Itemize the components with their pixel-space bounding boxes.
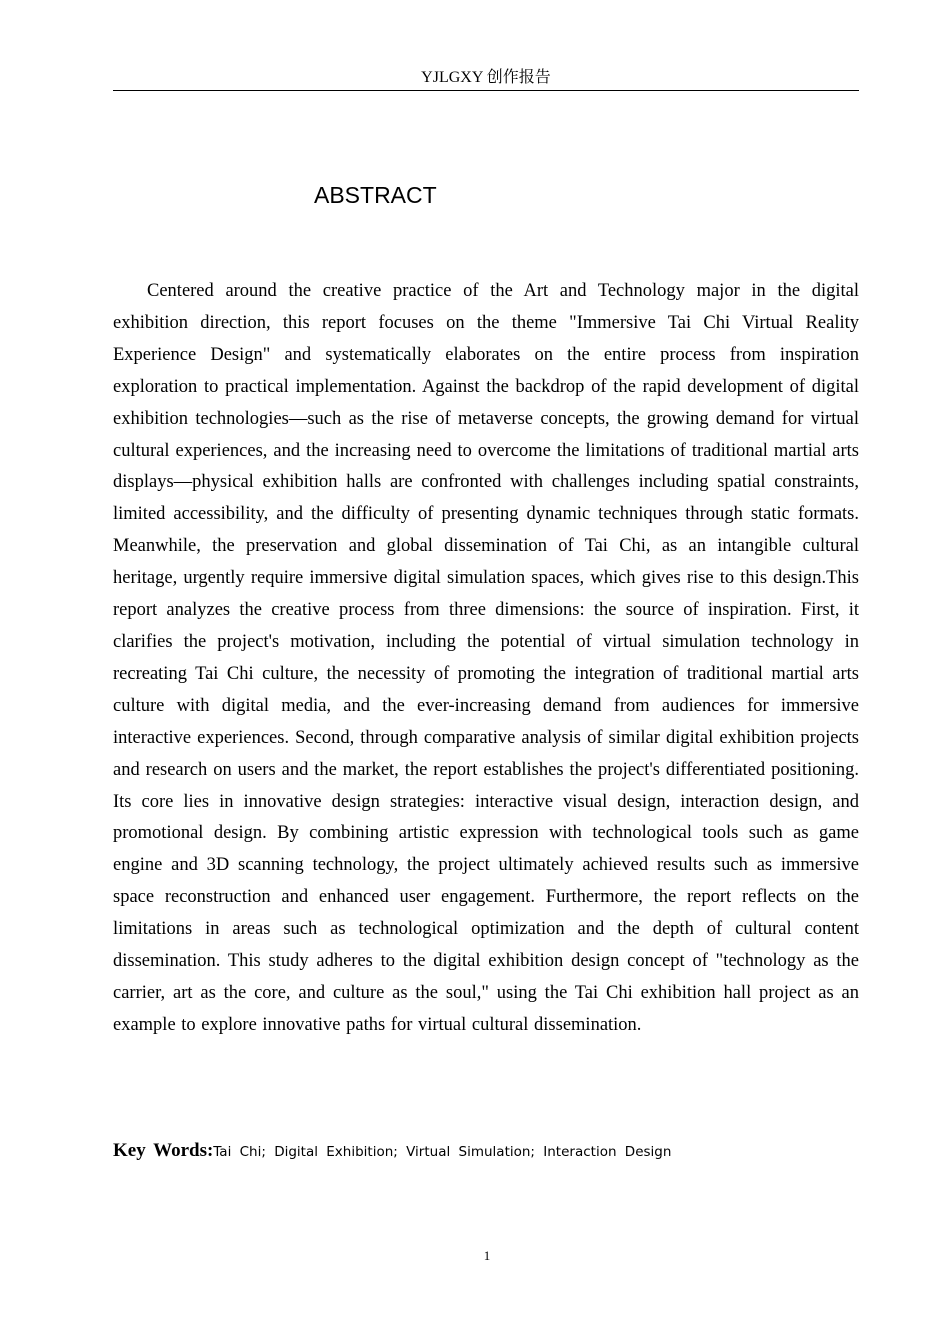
keywords-label: Key Words: — [113, 1140, 214, 1161]
header-text: YJLGXY 创作报告 — [421, 69, 551, 86]
page-header — [113, 68, 859, 91]
abstract-title: ABSTRACT — [314, 182, 437, 208]
abstract-body: Centered around the creative practice of the Art and Technology major in the digital exhibition direction, this report focuses on the theme "Immersive Tai Chi Virtual Reality Experience Design" and systematically elaborates on the entire process from inspiration exploration to practical implementation. Against the backdrop of the rapid development of digital exhibition technologies—such as the rise of metaverse concepts, the growing demand for virtual cultural experiences, and the increasing need to overcome the limitations of traditional martial arts displays—physical exhibition halls are confronted with challenges including spatial constraints, limited accessibility, and the difficulty of presenting dynamic techniques through static formats. Meanwhile, the preservation and global dissemination of Tai Chi, as an intangible cultural heritage, urgently require immersive digital simulation spaces, which gives rise to this design.This report analyzes the creative process from three dimensions: the source of inspiration. First, it clarifies the project's motivation, including the potential of virtual simulation technology in recreating Tai Chi culture, the necessity of promoting the integration of traditional martial arts culture with digital media, and the ever-increasing demand from audiences for immersive interactive experiences. Second, through comparative analysis of similar digital exhibition projects and research on users and the market, the report establishes the project's differentiated positioning. Its core lies in innovative design strategies: interactive visual design, interaction design, and promotional design. By combining artistic expression with technological tools such as game engine and 3D scanning technology, the project ultimately achieved results such as immersive space reconstruction and enhanced user engagement. Furthermore, the report reflects on the limitations in areas such as technological optimization and the depth of cultural content dissemination. This study adheres to the digital exhibition design concept of "technology as the carrier, art as the core, and culture as the soul," using the Tai Chi exhibition hall project as an example to explore innovative paths for virtual cultural dissemination. — [113, 281, 859, 1035]
page-number: 1 — [483, 1248, 491, 1263]
keywords-values: Tai Chi; Digital Exhibition; Virtual Simulation; Interaction Design — [213, 1144, 672, 1160]
keywords-line — [113, 1140, 859, 1162]
